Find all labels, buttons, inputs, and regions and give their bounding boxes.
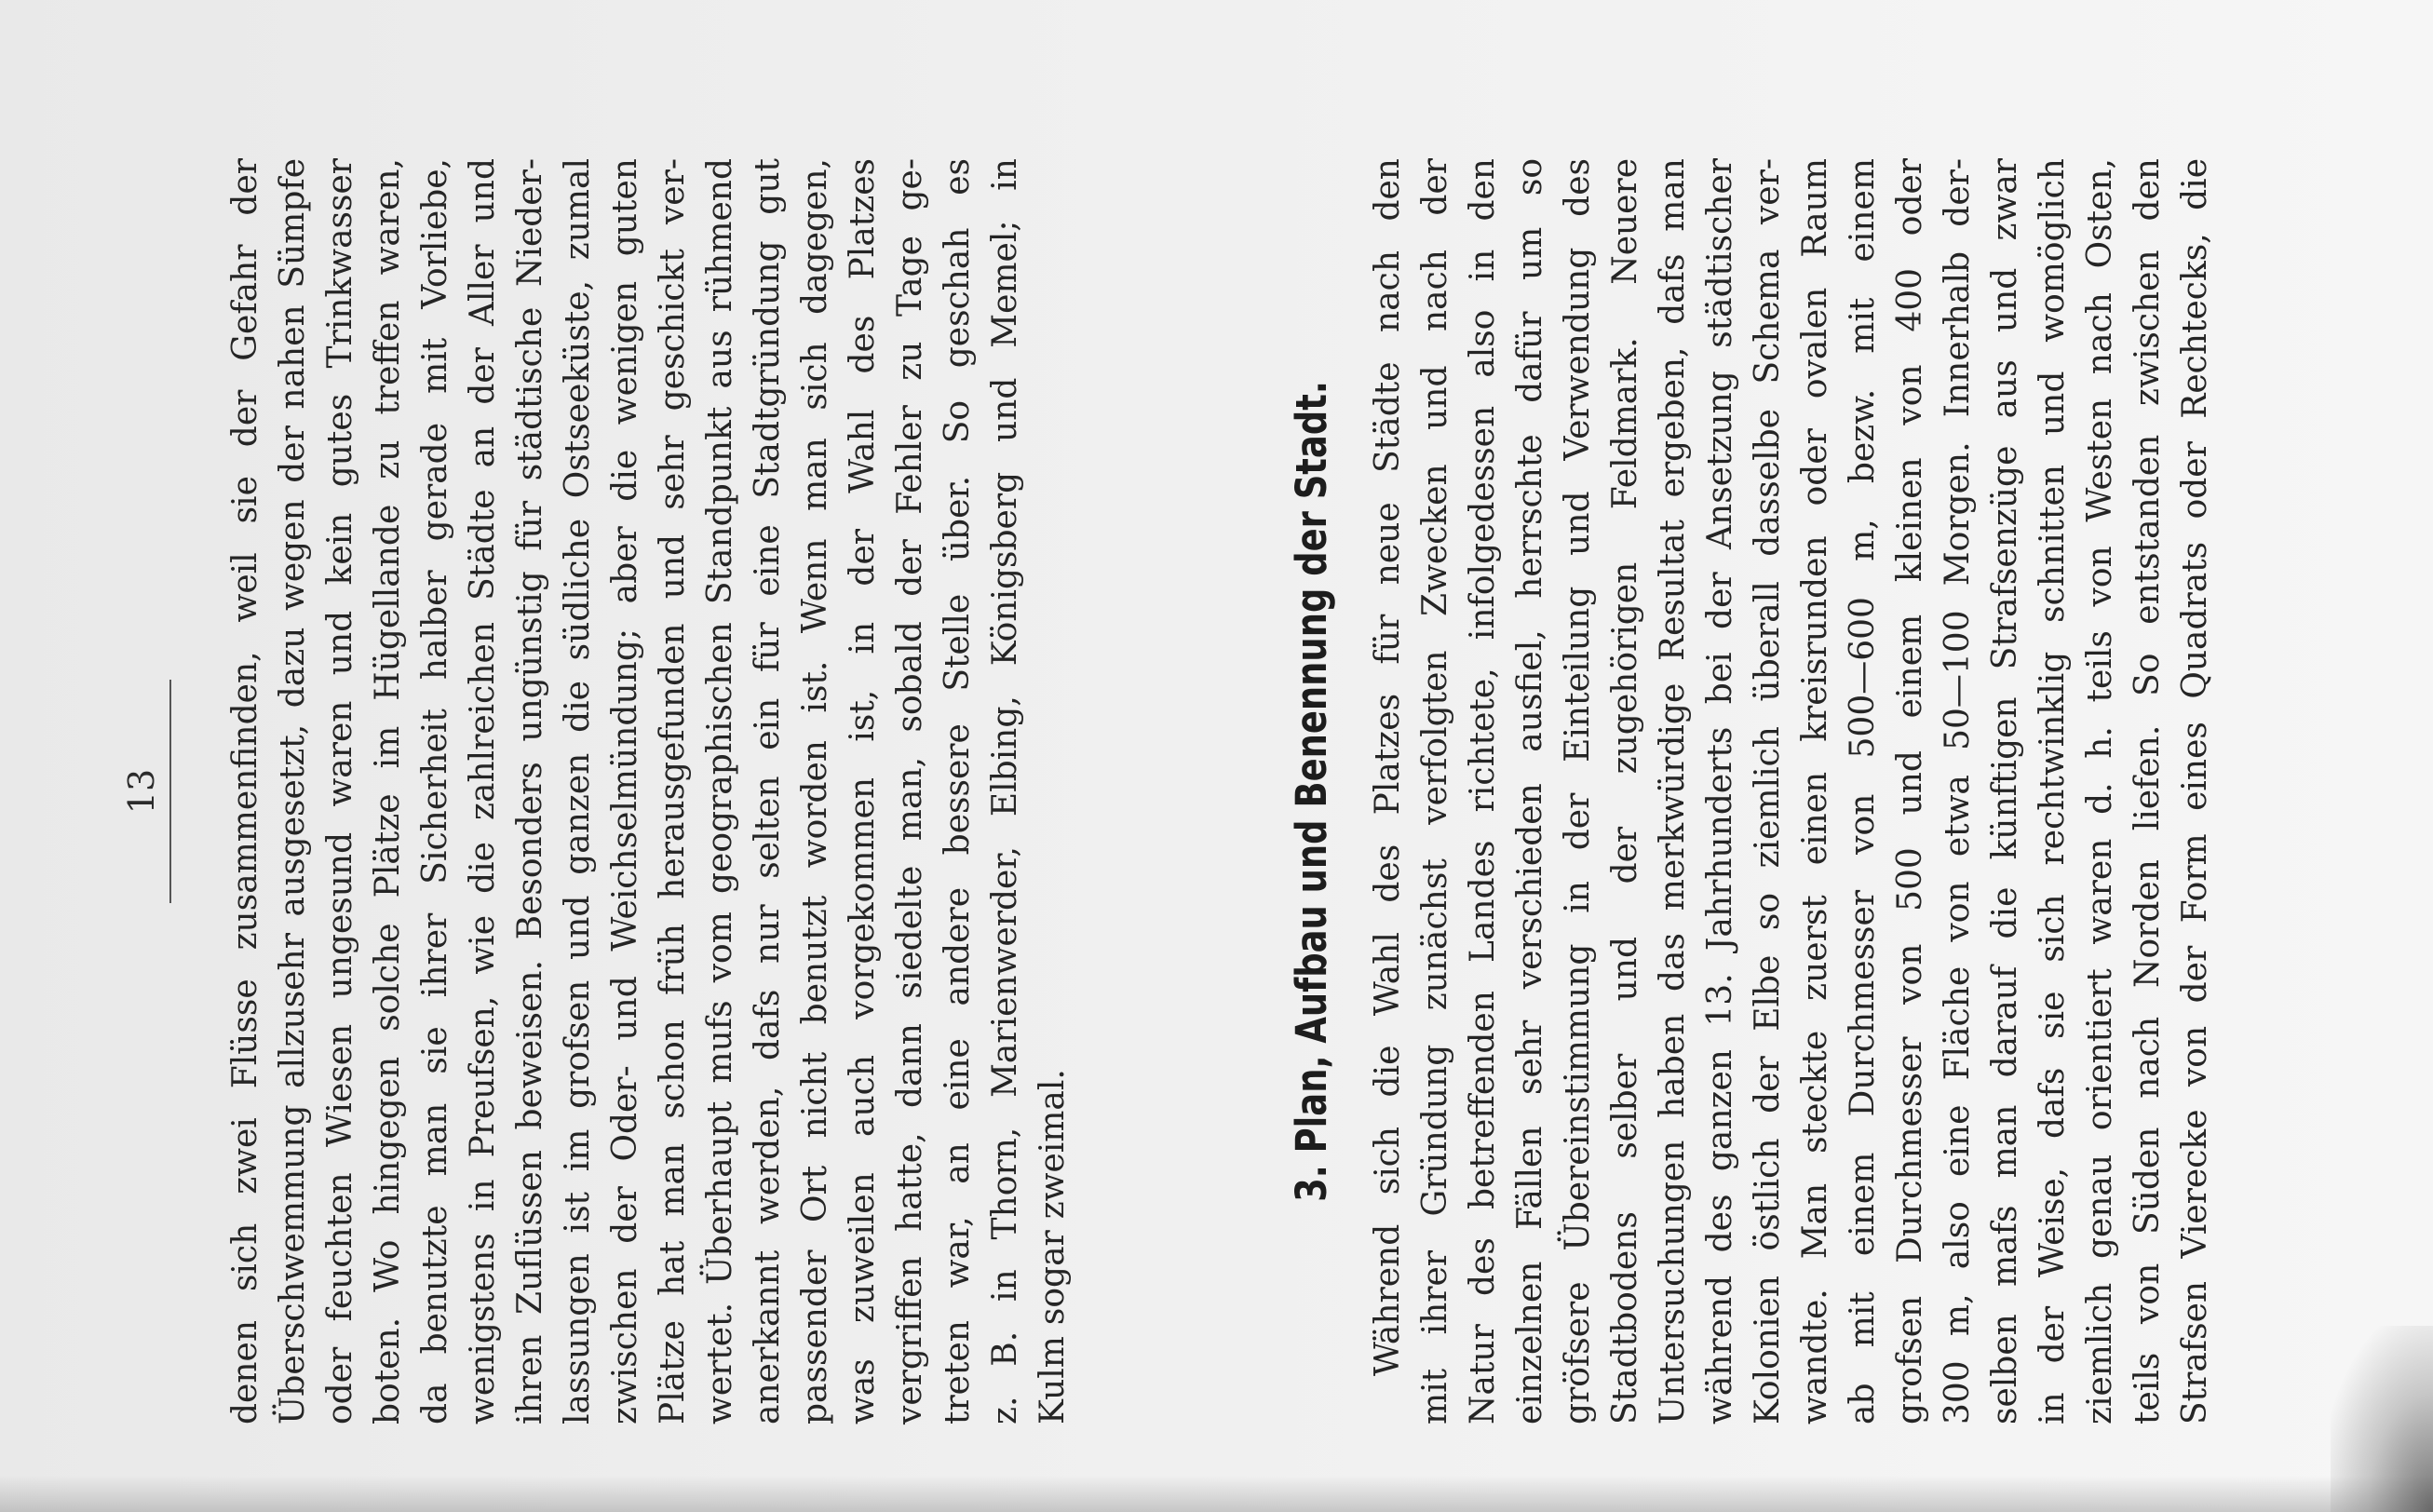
text-line: Überschwemmung allzusehr ausgesetzt, dazu wegen der nahen Sümpfe bbox=[274, 158, 312, 1424]
paragraph-1 bbox=[222, 158, 1076, 1424]
text-line: da benutzte man sie ihrer Sicherheit halber gerade mit Vorliebe, bbox=[416, 158, 454, 1424]
text-line: Strafsen Vierecke von der Form eines Quadrats oder Rechtecks, die bbox=[2176, 158, 2214, 1424]
header-rule bbox=[169, 680, 171, 903]
page-number: 13 bbox=[121, 768, 162, 815]
text-line: Natur des betreffenden Landes richtete, infolgedessen also in den bbox=[1464, 158, 1502, 1424]
text-line: mit ihrer Gründung zunächst verfolgten Zwecken und nach der bbox=[1416, 158, 1454, 1424]
text-line: einzelnen Fällen sehr verschieden ausfiel, herrschte dafür um so bbox=[1511, 158, 1549, 1424]
text-line: wenigstens in Preufsen, wie die zahlreichen Städte an der Aller und bbox=[464, 158, 502, 1424]
text-line: vergriffen hatte, dann siedelte man, sobald der Fehler zu Tage ge- bbox=[891, 158, 929, 1424]
text-line: wandte. Man steckte zuerst einen kreisrunden oder ovalen Raum bbox=[1796, 158, 1834, 1424]
text-line: was zuweilen auch vorgekommen ist, in der Wahl des Platzes bbox=[844, 158, 882, 1424]
text-line: teils von Süden nach Norden liefen. So entstanden zwischen den bbox=[2129, 158, 2167, 1424]
text-line: anerkannt werden, dafs nur selten ein für eine Stadtgründung gut bbox=[749, 158, 787, 1424]
text-line: Kolonien östlich der Elbe so ziemlich überall dasselbe Schema ver- bbox=[1749, 158, 1787, 1424]
text-line: Untersuchungen haben das merkwürdige Resultat ergeben, dafs man bbox=[1654, 158, 1692, 1424]
page-edge-shadow bbox=[0, 1476, 2433, 1512]
text-line: Stadtbodens selber und der zugehörigen Feldmark. Neuere bbox=[1606, 158, 1644, 1424]
paragraph-2 bbox=[1364, 158, 2219, 1424]
page-corner-shadow bbox=[2331, 1326, 2433, 1512]
text-line: in der Weise, dafs sie sich rechtwinklig schnitten und womöglich bbox=[2034, 158, 2072, 1424]
text-line: denen sich zwei Flüsse zusammenfinden, weil sie der Gefahr der bbox=[226, 158, 264, 1424]
text-line: während des ganzen 13. Jahrhunderts bei der Ansetzung städtischer bbox=[1701, 158, 1739, 1424]
text-line: ab mit einem Durchmesser von 500—600 m, bezw. mit einem bbox=[1844, 158, 1882, 1424]
text-line: zwischen der Oder- und Weichselmündung; aber die wenigen guten bbox=[606, 158, 644, 1424]
text-line: boten. Wo hingegen solche Plätze im Hügellande zu treffen waren, bbox=[369, 158, 407, 1424]
text-line: Kulm sogar zweimal. bbox=[1034, 1069, 1072, 1424]
text-line: selben mafs man darauf die künftigen Strafsenzüge aus und zwar bbox=[1986, 158, 2024, 1424]
text-line: z. B. in Thorn, Marienwerder, Elbing, Königsberg und Memel; in bbox=[986, 158, 1024, 1424]
text-line: ziemlich genau orientiert waren d. h. teils von Westen nach Osten, bbox=[2081, 158, 2119, 1424]
text-line: ihren Zuflüssen beweisen. Besonders ungünstig für städtische Nieder- bbox=[511, 158, 549, 1424]
rotated-text-block bbox=[121, 158, 2214, 1424]
text-line: wertet. Überhaupt mufs vom geographischen Standpunkt aus rühmend bbox=[701, 158, 739, 1424]
text-line: lassungen ist im grofsen und ganzen die südliche Ostseeküste, zumal bbox=[559, 158, 597, 1424]
text-line: grofsen Durchmesser von 500 und einem kleinen von 400 oder bbox=[1891, 158, 1929, 1424]
text-line: gröfsere Übereinstimmung in der Einteilung und Verwendung des bbox=[1559, 158, 1597, 1424]
text-line: oder feuchten Wiesen ungesund waren und kein gutes Trinkwasser bbox=[321, 158, 359, 1424]
text-line: Plätze hat man schon früh herausgefunden und sehr geschickt ver- bbox=[654, 158, 692, 1424]
text-line: treten war, an eine andere bessere Stelle über. So geschah es bbox=[939, 158, 977, 1424]
text-line: 300 m, also eine Fläche von etwa 50—100 Morgen. Innerhalb der- bbox=[1939, 158, 1977, 1424]
section-heading: 3. Plan, Aufbau und Benennung der Stadt. bbox=[1287, 381, 1336, 1202]
text-line: Während sich die Wahl des Platzes für neue Städte nach den bbox=[1369, 158, 1407, 1376]
text-line: passender Ort nicht benutzt worden ist. Wenn man sich dagegen, bbox=[796, 158, 834, 1424]
